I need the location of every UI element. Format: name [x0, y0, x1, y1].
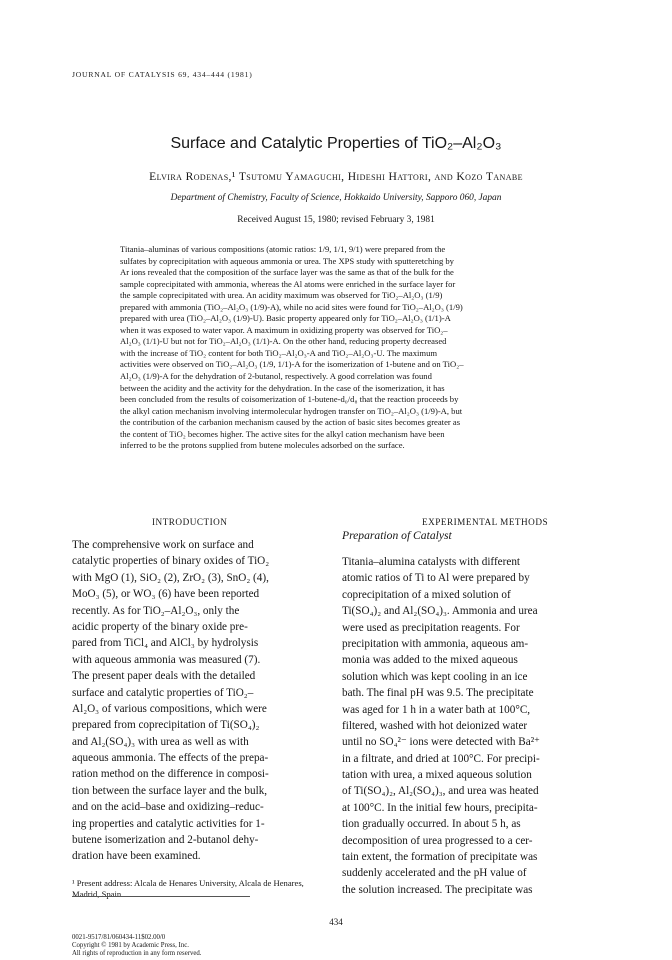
- body-text-line: filtered, washed with hot deionized water: [342, 719, 528, 732]
- abstract: [120, 244, 552, 452]
- abstract-line: between the acidity and the activity for the dehydration. In the case of the isomerization, it has: [120, 382, 445, 393]
- authors: Elvira Rodenas,¹ Tsutomu Yamaguchi, Hideshi Hattori, and Kozo Tanabe: [149, 170, 523, 183]
- copyright-line: 0021-9517/81/060434-11$02.00/0: [72, 934, 166, 941]
- received-dates: Received August 15, 1980; revised February 3, 1981: [237, 215, 435, 225]
- body-text-line: atomic ratios of Ti to Al were prepared by: [342, 572, 530, 585]
- section-heading-experimental-methods: EXPERIMENTAL METHODS: [422, 517, 549, 527]
- body-text-line: tain extent, the formation of precipitate was: [342, 851, 538, 864]
- body-text-line: MoO₃ (5), or WO₃ (6) have been reported: [72, 588, 260, 601]
- body-text-line: and Al₂(SO₄)₃ with urea as well as with: [72, 735, 249, 748]
- abstract-line: the contribution of the carbanion mechanism caused by the action of basic sites becomes greater as: [120, 417, 461, 428]
- body-text-line: surface and catalytic properties of TiO₂–: [72, 686, 254, 699]
- abstract-line: prepared with ammonia (TiO₂–Al₂O₃ (1/9)-A), while no acid sites were found for TiO₂–Al₂O₃ (1/9): [120, 301, 463, 312]
- right-column: [342, 554, 602, 898]
- abstract-line: Al₂O₃ (1/1)-U but not for TiO₂–Al₂O₃ (1/1)-A. On the other hand, reducing property decreased: [120, 336, 447, 347]
- body-text-line: Ti(SO₄)₂ and Al₂(SO₄)₃. Ammonia and urea: [342, 605, 538, 618]
- footnote-text: ¹ Present address: Alcala de Henares University, Alcala de Henares, Madrid, Spain.: [72, 878, 304, 899]
- body-text-line: tion gradually occurred. In about 5 h, as: [342, 818, 521, 831]
- abstract-line: inferred to be the protons supplied from butene molecules adsorbed on the surface.: [120, 440, 405, 451]
- body-text-line: the solution increased. The precipitate was: [342, 883, 533, 896]
- body-text-line: in a filtrate, and dried at 100°C. For precipi-: [342, 752, 540, 765]
- body-text-line: tion between the surface layer and the bulk,: [72, 784, 268, 797]
- body-text-line: ration method on the difference in composi-: [72, 768, 269, 781]
- body-text-line: Titania–alumina catalysts with different: [342, 556, 521, 568]
- abstract-line: the sample coprecipitated with urea. An acidity maximum was observed for TiO₂–Al₂O₃ (1/9): [120, 290, 443, 301]
- abstract-line: Ar ions revealed that the composition of the surface layer was the same as that of the bulk for the: [120, 267, 454, 278]
- body-text-line: acidic property of the binary oxide pre-: [72, 620, 248, 633]
- body-text-line: recently. As for TiO₂–Al₂O₃, only the: [72, 604, 240, 617]
- body-text-line: The present paper deals with the detailed: [72, 670, 256, 683]
- abstract-line: been concluded from the results of coisomerization of 1-butene-d₀/d₈ that the reaction proceeds by: [120, 394, 459, 405]
- section-heading-introduction: INTRODUCTION: [152, 517, 228, 527]
- abstract-line: when it was exposed to water vapor. A maximum in oxidizing property was observed for TiO₂–: [120, 324, 448, 335]
- body-text-line: with aqueous ammonia was measured (7).: [72, 653, 261, 666]
- abstract-line: sulfates by coprecipitation with aqueous ammonia or urea. The XPS study with sputteretching by: [120, 255, 454, 266]
- copyright-line: All rights of reproduction in any form reserved.: [72, 950, 202, 958]
- affiliation: Department of Chemistry, Faculty of Science, Hokkaido University, Sapporo 060, Japan: [170, 193, 502, 203]
- page-number: 434: [329, 917, 343, 927]
- body-text-line: pared from TiCl₄ and AlCl₃ by hydrolysis: [72, 637, 259, 650]
- body-text-line: bath. The final pH was 9.5. The precipitate: [342, 687, 534, 700]
- abstract-line: with the increase of TiO₂ content for both TiO₂–Al₂O₃-A and TiO₂–Al₂O₃-U. The maximum: [120, 347, 438, 358]
- paper-title: Surface and Catalytic Properties of TiO₂–Al₂O₃: [170, 135, 502, 152]
- body-text-line: with MgO (1), SiO₂ (2), ZrO₂ (3), SnO₂ (4),: [72, 571, 269, 584]
- body-text-line: until no SO₄²⁻ ions were detected with Ba²⁺: [342, 736, 540, 749]
- body-text-line: dration have been examined.: [72, 850, 201, 863]
- body-text-line: were used as precipitation reagents. For: [342, 621, 520, 634]
- journal-header: JOURNAL OF CATALYSIS 69, 434–444 (1981): [72, 70, 253, 79]
- body-text-line: aqueous ammonia. The effects of the prepa-: [72, 752, 269, 765]
- body-text-line: tation with urea, a mixed aqueous solution: [342, 769, 532, 782]
- copyright-block: [72, 934, 201, 959]
- body-text-line: ing properties and catalytic activities for 1-: [72, 817, 265, 830]
- body-text-line: at 100°C. In the initial few hours, precipita-: [342, 801, 538, 814]
- body-text-line: of Ti(SO₄)₂, Al₂(SO₄)₃, and urea was heated: [342, 785, 539, 798]
- body-text-line: decomposition of urea progressed to a cer-: [342, 834, 533, 847]
- body-text-line: monia was added to the mixed aqueous: [342, 654, 518, 667]
- body-text-line: catalytic properties of binary oxides of TiO₂: [72, 555, 270, 568]
- abstract-line: Al₂O₃ (1/9)-A for the dehydration of 2-butanol, respectively. A good correlation was found: [120, 371, 432, 382]
- body-text-line: and on the acid–base and oxidizing–reduc-: [72, 801, 264, 814]
- abstract-line: prepared with urea (TiO₂–Al₂O₃ (1/9)-U). Basic property appeared only for TiO₂–Al₂O₃ (1/1)-A: [120, 313, 451, 324]
- abstract-line: sample coprecipitated with ammonia, whereas the Al atoms were enriched in the surface layer for: [120, 278, 456, 289]
- body-text-line: prepared from coprecipitation of Ti(SO₄)₂: [72, 719, 260, 732]
- abstract-line: activities were observed on TiO₂–Al₂O₃ (1/9, 1/1)-A for the isomerization of 1-butene and on TiO₂–: [120, 359, 464, 370]
- abstract-line: the content of TiO₂ becomes higher. The active sites for the alkyl cation mechanism have been: [120, 428, 445, 439]
- body-text-line: solution which was kept cooling in an ice: [342, 670, 528, 683]
- body-text-line: precipitation with ammonia, aqueous am-: [342, 637, 529, 650]
- subsection-heading-preparation: Preparation of Catalyst: [342, 529, 452, 542]
- body-text-line: butene isomerization and 2-butanol dehy-: [72, 834, 259, 847]
- left-column: [72, 537, 332, 865]
- body-text-line: Al₂O₃ of various compositions, which were: [72, 702, 267, 715]
- body-text-line: suddenly accelerated and the pH value of: [342, 867, 527, 880]
- abstract-line: the alkyl cation mechanism involving intermolecular hydrogen transfer on TiO₂–Al₂O₃ (1/9)-A, but: [120, 405, 463, 416]
- body-text-line: coprecipitation of a mixed solution of: [342, 588, 511, 601]
- copyright-rule: [72, 896, 250, 897]
- abstract-line: Titania–aluminas of various compositions (atomic ratios: 1/9, 1/1, 9/1) were prepared from the: [120, 244, 446, 254]
- copyright-line: Copyright © 1981 by Academic Press, Inc.: [72, 942, 189, 950]
- body-text-line: was aged for 1 h in a water bath at 100°C,: [342, 703, 531, 716]
- body-text-line: The comprehensive work on surface and: [72, 539, 254, 551]
